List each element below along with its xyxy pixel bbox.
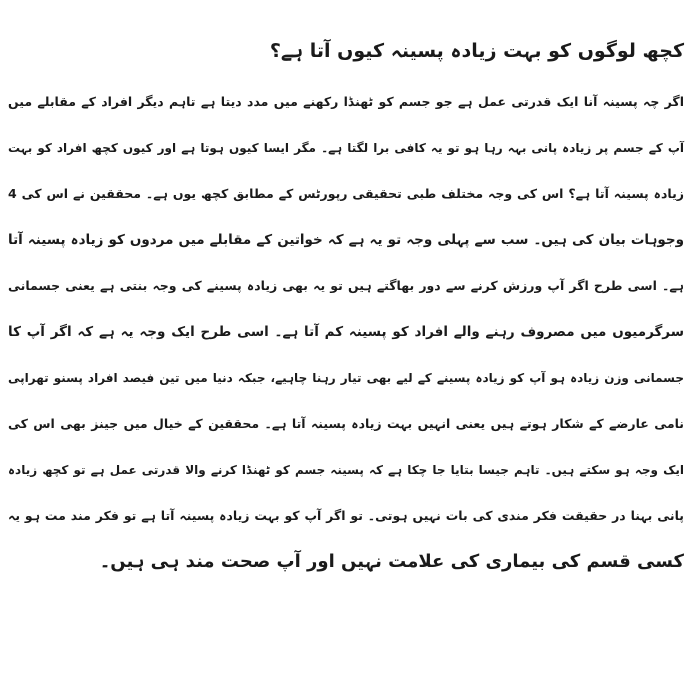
body-line: ہے۔ اسی طرح اگر آپ ورزش کرنے سے دور بھاگتے ہیں تو یہ بھی زیادہ پسینے کی وجہ بنتی ہے یعنی جسمانی (8, 278, 684, 293)
body-line: ایک وجہ ہو سکتے ہیں۔ تاہم جیسا بتایا جا چکا ہے کہ پسینہ جسم کو ٹھنڈا کرنے والا قدرتی عمل ہے تو کچھ زیادہ (8, 463, 684, 477)
article-title: کچھ لوگوں کو بہت زیادہ پسینہ کیوں آتا ہے؟ (269, 39, 684, 62)
body-line: زیادہ پسینہ آتا ہے؟ اس کی وجہ مختلف طبی تحقیقی رپورٹس کے مطابق کچھ یوں ہے۔ محققین نے اس کی 4 (8, 186, 684, 201)
body-line: آپ کے جسم پر زیادہ پانی بہہ رہا ہو تو یہ کافی برا لگتا ہے۔ مگر ایسا کیوں ہوتا ہے اور کیوں کچھ افراد کو بہت (8, 141, 684, 155)
body-line: سرگرمیوں میں مصروف رہنے والے افراد کو پسینہ کم آتا ہے۔ اسی طرح ایک وجہ یہ ہے کہ اگر آپ کا (8, 324, 684, 340)
article-body (8, 82, 684, 588)
body-line: نامی عارضے کے شکار ہوتے ہیں یعنی انہیں بہت زیادہ پسینہ آتا ہے۔ محققین کے خیال میں جینز بھی اس کی (8, 416, 684, 431)
body-line: پانی بہنا در حقیقت فکر مندی کی بات نہیں ہوتی۔ تو اگر آپ کو بہت زیادہ پسینہ آتا ہے تو فکر مند مت ہو یہ (8, 508, 684, 523)
body-line: وجوہات بیان کی ہیں۔ سب سے پہلی وجہ تو یہ ہے کہ خواتین کے مقابلے میں مردوں کو زیادہ پسینہ آتا (8, 232, 684, 248)
body-line: اگر چہ پسینہ آنا ایک قدرتی عمل ہے جو جسم کو ٹھنڈا رکھنے میں مدد دیتا ہے تاہم دیگر افراد کے مقابلے میں (8, 94, 684, 109)
body-line: کسی قسم کی بیماری کی علامت نہیں اور آپ صحت مند ہی ہیں۔ (99, 551, 684, 572)
body-line: جسمانی وزن زیادہ ہو آپ کو زیادہ پسینے کے لیے بھی تیار رہنا چاہیے، جبکہ دنیا میں تین فیصد افراد پسنو تھراپی (8, 371, 684, 385)
